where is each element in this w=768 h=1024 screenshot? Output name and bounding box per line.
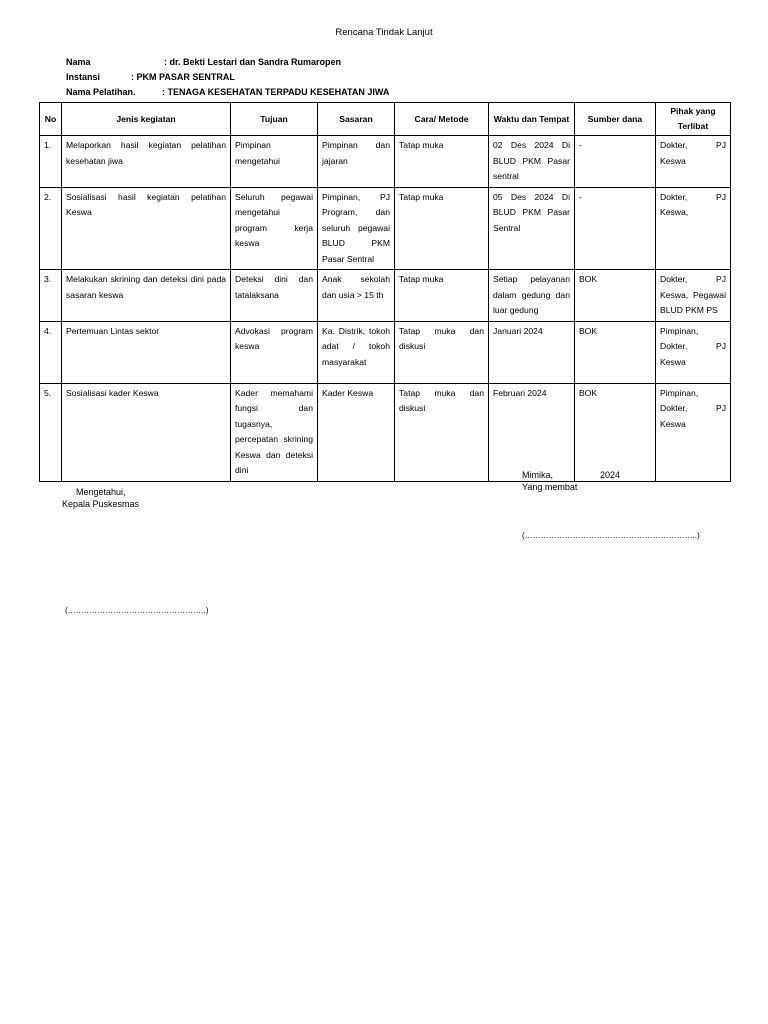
- cell-jenis-kegiatan: Sosialisasi kader Keswa: [62, 383, 231, 481]
- plan-table: [39, 102, 731, 482]
- header-no: No: [40, 103, 62, 136]
- cell-sasaran: Pimpinan dan jajaran: [318, 136, 395, 188]
- signature-maker-blank: (………………………………………………………..): [522, 531, 700, 540]
- cell-pihak-terlibat: Pimpinan, Dokter, PJ Keswa: [656, 321, 731, 383]
- signature-year: 2024: [600, 470, 621, 480]
- cell-waktu-tempat: 02 Des 2024 Di BLUD PKM Pasar sentral: [489, 136, 575, 188]
- cell-pihak-terlibat: Dokter, PJ Keswa,: [656, 187, 731, 270]
- cell-pihak-terlibat: Dokter, PJ Keswa, Pegawai BLUD PKM PS: [656, 270, 731, 322]
- table-row: [40, 321, 731, 383]
- cell-jenis-kegiatan: Melakukan skrining dan deteksi dini pada sasaran keswa: [62, 270, 231, 322]
- cell-cara-metode: Tatap muka: [395, 270, 489, 322]
- header-sasaran: Sasaran: [318, 103, 395, 136]
- signature-known: Mengetahui,: [76, 487, 126, 497]
- header-cara-metode: Cara/ Metode: [395, 103, 489, 136]
- cell-tujuan: Pimpinan mengetahui: [231, 136, 318, 188]
- cell-jenis-kegiatan: Pertemuan Lintas sektor: [62, 321, 231, 383]
- cell-jenis-kegiatan: Melaporkan hasil kegiatan pelatihan kesehatan jiwa: [62, 136, 231, 188]
- cell-jenis-kegiatan: Sosialisasi hasil kegiatan pelatihan Keswa: [62, 187, 231, 270]
- cell-waktu-tempat: Januari 2024: [489, 321, 575, 383]
- header-pihak-terlibat: Pihak yang Terlibat: [656, 103, 731, 136]
- cell-sasaran: Anak sekolah dan usia > 15 th: [318, 270, 395, 322]
- signature-maker: Yang membat: [522, 482, 578, 492]
- cell-sasaran: Ka. Distrik, tokoh adat / tokoh masyarakat: [318, 321, 395, 383]
- header-sumber-dana: Sumber dana: [575, 103, 656, 136]
- table-row: [40, 136, 731, 188]
- signature-head-title: Kepala Puskesmas: [62, 499, 140, 509]
- cell-sumber-dana: BOK: [575, 270, 656, 322]
- document-title: Rencana Tindak Lanjut: [335, 27, 433, 38]
- cell-sumber-dana: -: [575, 187, 656, 270]
- cell-waktu-tempat: Februari 2024: [489, 383, 575, 481]
- meta-row-instansi: [66, 72, 235, 82]
- cell-cara-metode: Tatap muka dan diskusi: [395, 383, 489, 481]
- table-row: [40, 270, 731, 322]
- table-header-row: [40, 103, 731, 136]
- cell-no: 3.: [40, 270, 62, 322]
- meta-row-pelatihan: [66, 87, 390, 97]
- meta-value: : TENAGA KESEHATAN TERPADU KESEHATAN JIWA: [162, 87, 390, 97]
- cell-sasaran: Kader Keswa: [318, 383, 395, 481]
- signature-place-text: Mimika,: [522, 470, 553, 480]
- meta-value: : dr. Bekti Lestari dan Sandra Rumaropen: [164, 57, 342, 67]
- cell-waktu-tempat: 05 Des 2024 Di BLUD PKM Pasar Sentral: [489, 187, 575, 270]
- header-jenis-kegiatan: Jenis kegiatan: [62, 103, 231, 136]
- cell-tujuan: Seluruh pegawai mengetahui program kerja keswa: [231, 187, 318, 270]
- cell-no: 4.: [40, 321, 62, 383]
- cell-tujuan: Advokasi program keswa: [231, 321, 318, 383]
- cell-pihak-terlibat: Dokter, PJ Keswa: [656, 136, 731, 188]
- cell-waktu-tempat: Setiap pelayanan dalam gedung dan luar gedung: [489, 270, 575, 322]
- signature-place: [522, 470, 621, 480]
- cell-no: 5.: [40, 383, 62, 481]
- cell-cara-metode: Tatap muka dan diskusi: [395, 321, 489, 383]
- cell-no: 2.: [40, 187, 62, 270]
- cell-tujuan: Deteksi dini dan tatalaksana: [231, 270, 318, 322]
- cell-sumber-dana: BOK: [575, 321, 656, 383]
- meta-row-nama: [66, 57, 342, 67]
- header-tujuan: Tujuan: [231, 103, 318, 136]
- cell-cara-metode: Tatap muka: [395, 187, 489, 270]
- meta-label: Nama Pelatihan.: [66, 87, 136, 97]
- meta-label: Nama: [66, 57, 91, 67]
- cell-sasaran: Pimpinan, PJ Program, dan seluruh pegawai BLUD PKM Pasar Sentral: [318, 187, 395, 270]
- signature-head-blank: (…………………………………………….): [65, 606, 209, 615]
- table-row: [40, 187, 731, 270]
- cell-no: 1.: [40, 136, 62, 188]
- meta-label: Instansi: [66, 72, 101, 82]
- cell-pihak-terlibat: Pimpinan, Dokter, PJ Keswa: [656, 383, 731, 481]
- meta-value: : PKM PASAR SENTRAL: [131, 72, 235, 82]
- cell-sumber-dana: -: [575, 136, 656, 188]
- cell-tujuan: Kader memahami fungsi dan tugasnya, percepatan skrining Keswa dan deteksi dini: [231, 383, 318, 481]
- cell-cara-metode: Tatap muka: [395, 136, 489, 188]
- header-waktu-tempat: Waktu dan Tempat: [489, 103, 575, 136]
- table-row: [40, 383, 731, 481]
- cell-sumber-dana: BOK: [575, 383, 656, 481]
